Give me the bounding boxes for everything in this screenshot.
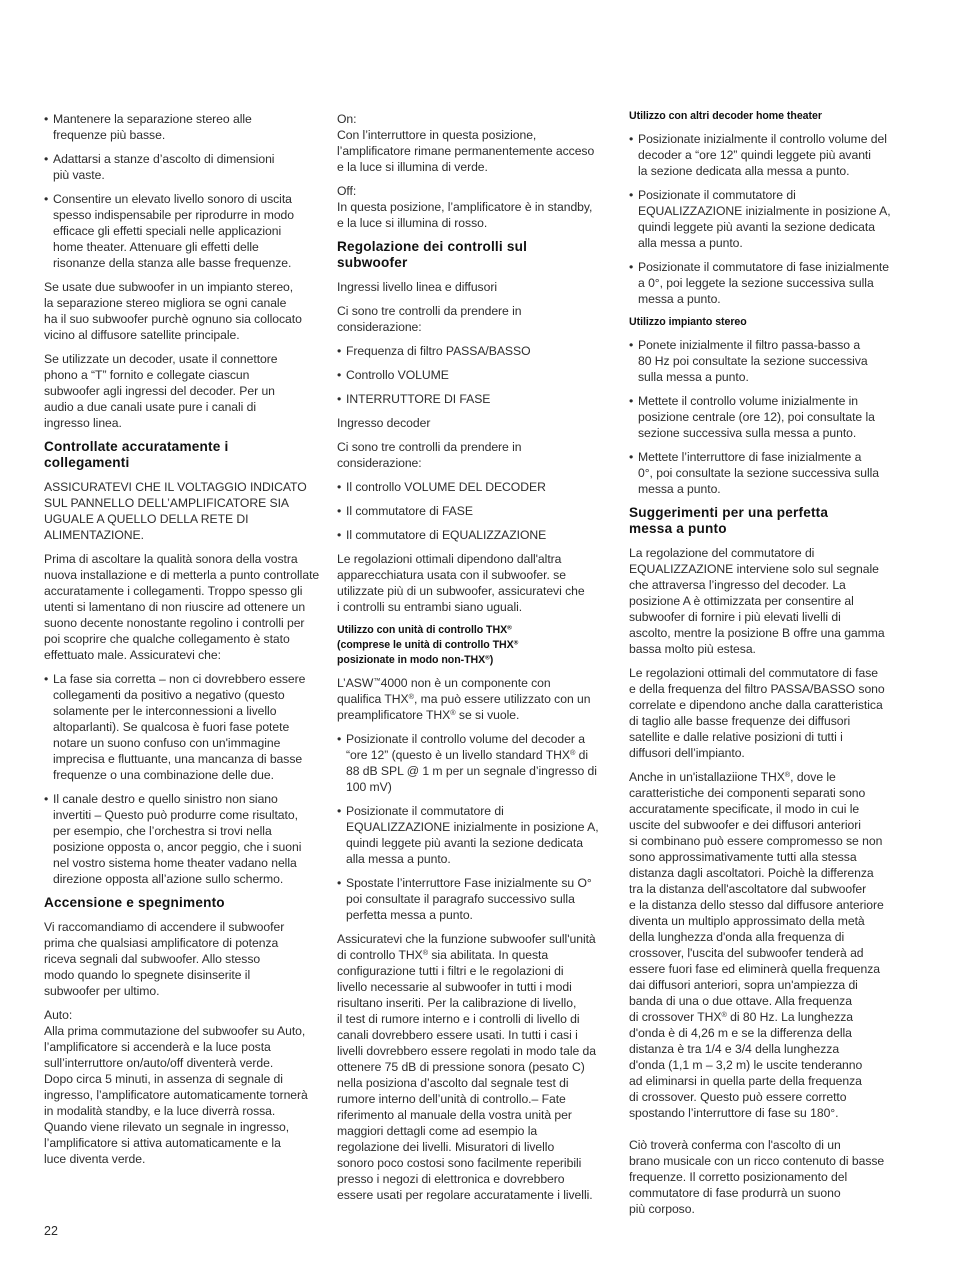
paragraph bbox=[44, 279, 326, 343]
text-line: UGUALE A QUELLO DELLA RETE DI bbox=[44, 512, 249, 526]
bullet-list bbox=[337, 731, 618, 923]
paragraph bbox=[629, 665, 914, 761]
section-heading bbox=[629, 505, 914, 537]
text-line: crossover, l'uscita del subwoofer tenderà ad bbox=[629, 946, 864, 960]
text-line: vicino al diffusore satellite principale. bbox=[44, 328, 240, 342]
paragraph bbox=[337, 439, 618, 471]
text-line: spostando l’interruttore di fase su 180°. bbox=[629, 1106, 839, 1120]
text-line: • Consentire un elevato livello sonoro di uscita bbox=[53, 192, 292, 206]
paragraph bbox=[337, 279, 618, 295]
text-line: poi consultate il paragrafo successivo sulla bbox=[346, 892, 575, 906]
paragraph bbox=[44, 551, 326, 663]
text-line: 100 mV) bbox=[346, 780, 392, 794]
bullet-item bbox=[629, 337, 914, 385]
text-line: Se usate due subwoofer in un impianto stereo, bbox=[44, 280, 294, 294]
text-line: Utilizzo impianto stereo bbox=[629, 316, 747, 328]
text-line: modo quando lo spegnete disinserite il bbox=[44, 968, 251, 982]
text-line: • Posizionate il controllo volume del decoder a bbox=[346, 732, 585, 746]
text-line: alla messa a punto. bbox=[346, 852, 451, 866]
text-line: messa a punto. bbox=[638, 292, 721, 306]
text-line: home theater. Attenuare gli effetti delle bbox=[53, 240, 259, 254]
bullet-item bbox=[629, 131, 914, 179]
paragraph bbox=[337, 111, 618, 175]
text-line: Regolazione dei controlli sul bbox=[337, 239, 528, 254]
paragraph bbox=[44, 919, 326, 999]
text-line: Vi raccomandiamo di accendere il subwoofer bbox=[44, 920, 285, 934]
text-line: dai diffusori anteriori, sopra un'ampiezza di bbox=[629, 978, 858, 992]
paragraph bbox=[337, 183, 618, 231]
text-line: utenti si lamentano di non riuscire ad ottenere un bbox=[44, 600, 306, 614]
bullet-item bbox=[44, 111, 326, 143]
text-line: imprecisa e fluttuante, una mancanza di basse bbox=[53, 752, 303, 766]
text-line: • INTERRUTTORE DI FASE bbox=[346, 392, 491, 406]
text-line: essere usati per regolare accuratamente i livelli. bbox=[337, 1188, 593, 1202]
paragraph bbox=[629, 769, 914, 1121]
text-line: l’amplificatore si attiva automaticamente e la bbox=[44, 1136, 281, 1150]
text-line: La regolazione del commutatore di bbox=[629, 546, 815, 560]
text-line: frequenze più basse. bbox=[53, 128, 166, 142]
text-line: subwoofer bbox=[337, 255, 408, 270]
bullet-item bbox=[337, 479, 618, 495]
text-line: frequenze o una combinazione delle due. bbox=[53, 768, 274, 782]
text-line: subwoofer di fornire i più elevati livelli di bbox=[629, 610, 841, 624]
bullet-item bbox=[44, 791, 326, 887]
text-line: ALIMENTAZIONE. bbox=[44, 528, 144, 542]
text-line: i controlli su entrambi siano uguali. bbox=[337, 600, 523, 614]
text-line: della lunghezza d'onda alla frequenza di bbox=[629, 930, 845, 944]
text-line: più vaste. bbox=[53, 168, 105, 182]
text-line: ascolto, mentre la posizione B offre una gamma bbox=[629, 626, 885, 640]
text-line: EQUALIZZAZIONE interviene solo sul segnale bbox=[629, 562, 879, 576]
paragraph bbox=[44, 1007, 326, 1167]
text-line: maggiori dettagli come ad esempio la bbox=[337, 1124, 538, 1138]
text-line: • Frequenza di filtro PASSA/BASSO bbox=[346, 344, 531, 358]
bullet-item bbox=[629, 259, 914, 307]
text-line: Accensione e spegnimento bbox=[44, 895, 225, 910]
text-line: diventa un multiplo approssimato della metà bbox=[629, 914, 865, 928]
text-line: • Mettete l’interruttore di fase inizialmente a bbox=[638, 450, 862, 464]
text-line: l’amplificatore rimane permanentemente acceso bbox=[337, 144, 595, 158]
text-line: uscite del subwoofer e dei diffusori anteriori bbox=[629, 818, 861, 832]
text-line: Ingresso decoder bbox=[337, 416, 431, 430]
bullet-item bbox=[337, 367, 618, 383]
text-line: caratteristiche dei componenti separati sono bbox=[629, 786, 866, 800]
bullet-item bbox=[629, 393, 914, 441]
text-line: preamplificatore THX® se si vuole. bbox=[337, 707, 520, 722]
text-line: utilizzate più di un subwoofer, assicuratevi che bbox=[337, 584, 585, 598]
text-line: distanza dagli ascoltatori. Poichè la differenza bbox=[629, 866, 874, 880]
paragraph bbox=[337, 415, 618, 431]
bullet-list bbox=[337, 479, 618, 543]
text-line: • Ponete inizialmente il filtro passa-basso a bbox=[638, 338, 861, 352]
text-line: Le regolazioni ottimali dipendono dall'altra bbox=[337, 552, 562, 566]
text-line: livello necessarie al subwoofer in tutti i modi bbox=[337, 980, 572, 994]
text-line: Off: bbox=[337, 184, 357, 198]
text-line: ha il suo subwoofer purchè ognuno sia collocato bbox=[44, 312, 302, 326]
paragraph bbox=[629, 1137, 914, 1217]
bullet-item bbox=[337, 391, 618, 407]
text-line: d'onda è di 4,26 m e se la differenza della bbox=[629, 1026, 852, 1040]
subsection-heading bbox=[629, 315, 914, 330]
text-line: ad eliminarsi in quella parte della frequenza bbox=[629, 1074, 862, 1088]
text-line: Ciò troverà conferma con l'ascolto di un bbox=[629, 1138, 841, 1152]
bullet-item bbox=[629, 449, 914, 497]
text-line: Ci sono tre controlli da prendere in bbox=[337, 440, 522, 454]
text-line: Controllate accuratamente i bbox=[44, 439, 229, 454]
bullet-item bbox=[337, 503, 618, 519]
text-line: 80 Hz poi consultate la sezione successiva bbox=[638, 354, 868, 368]
text-line: qualifica THX®, ma può essere utilizzato con un bbox=[337, 691, 591, 706]
text-line: poi scoprire che qualche collegamento è stato bbox=[44, 632, 290, 646]
bullet-item bbox=[44, 151, 326, 183]
text-line: riferimento al manuale della vostra unità per bbox=[337, 1108, 572, 1122]
text-line: Prima di ascoltare la qualità sonora della vostra bbox=[44, 552, 298, 566]
text-line: essere fuori fase ed eliminerà quella frequenza bbox=[629, 962, 881, 976]
text-line: Con l’interruttore in questa posizione, bbox=[337, 128, 537, 142]
text-line: frequenze. Il corretto posizionamento del bbox=[629, 1170, 848, 1184]
text-line: considerazione: bbox=[337, 456, 422, 470]
text-line: perfetta messa a punto. bbox=[346, 908, 473, 922]
text-line: che attraversa l’ingresso del decoder. La bbox=[629, 578, 846, 592]
bullet-list bbox=[337, 343, 618, 407]
paragraph bbox=[629, 545, 914, 657]
text-line: di crossover. Questo può essere corretto bbox=[629, 1090, 847, 1104]
text-line: l’amplificatore si accenderà e la luce posta bbox=[44, 1040, 271, 1054]
text-line: • Posizionate il commutatore di bbox=[638, 188, 796, 202]
section-heading bbox=[44, 895, 326, 911]
text-line: • Il commutatore di FASE bbox=[346, 504, 473, 518]
text-line: phono a “T” fornito e collegate ciascun bbox=[44, 368, 250, 382]
text-line: • Posizionate il commutatore di fase inizialmente bbox=[638, 260, 889, 274]
text-line: posizionate in modo non-THX®) bbox=[337, 654, 494, 666]
text-line: collegamenti bbox=[44, 455, 130, 470]
text-line: e la luce si illumina di verde. bbox=[337, 160, 488, 174]
text-line: distanza è tra 1/4 e 3/4 della lunghezza bbox=[629, 1042, 840, 1056]
text-line: messa a punto bbox=[629, 521, 727, 536]
text-line: Ingressi livello linea e diffusori bbox=[337, 280, 497, 294]
text-line: audio a due canali usate pure i canali di bbox=[44, 400, 257, 414]
text-line: (comprese le unità di controllo THX® bbox=[337, 639, 519, 651]
bullet-item bbox=[337, 803, 618, 867]
section-heading bbox=[44, 439, 326, 471]
bullet-item bbox=[44, 671, 326, 783]
text-line: collegamenti da positivo a negativo (questo bbox=[53, 688, 285, 702]
bullet-item bbox=[337, 343, 618, 359]
text-line: diffusori dell’impianto. bbox=[629, 746, 745, 760]
text-line: più corposo. bbox=[629, 1202, 695, 1216]
text-line: e la luce si illumina di rosso. bbox=[337, 216, 488, 230]
text-line: SUL PANNELLO DELL’AMPLIFICATORE SIA bbox=[44, 496, 290, 510]
bullet-list bbox=[44, 111, 326, 271]
text-line: la separazione stereo migliora se ogni canale bbox=[44, 296, 287, 310]
text-line: Le regolazioni ottimali del commutatore di fase bbox=[629, 666, 878, 680]
text-line: ingresso, l’amplificatore automaticamente tornerà bbox=[44, 1088, 308, 1102]
text-line: solamente per le interconnessioni a livello bbox=[53, 704, 277, 718]
text-line: di controllo THX® sia abilitata. In questa bbox=[337, 947, 549, 962]
paragraph bbox=[44, 351, 326, 431]
text-line: prima che qualsiasi amplificatore di potenza bbox=[44, 936, 279, 950]
subsection-heading bbox=[337, 623, 618, 668]
text-line: d'onda (1,1 m – 3,2 m) le uscite tenderanno bbox=[629, 1058, 863, 1072]
text-line: “ore 12” (questo è un livello standard THX® di bbox=[346, 747, 589, 762]
text-line: accuratamente specificate, il modo in cui le bbox=[629, 802, 860, 816]
text-line: • Mantenere la separazione stereo alle bbox=[53, 112, 252, 126]
text-line: suono decente nonostante regolino i controlli per bbox=[44, 616, 305, 630]
text-line: Utilizzo con unità di controllo THX® bbox=[337, 624, 512, 636]
text-line: apparecchiatura usata con il subwoofer. se bbox=[337, 568, 566, 582]
bullet-list bbox=[629, 337, 914, 497]
text-line: invertiti – Questo può produrre come risultato, bbox=[53, 808, 298, 822]
text-line: • Il controllo VOLUME DEL DECODER bbox=[346, 480, 546, 494]
text-line: di taglio alle basse frequenze dei diffusori bbox=[629, 714, 851, 728]
paragraph bbox=[337, 303, 618, 335]
text-line: nel vostro sistema home theater vadano nella bbox=[53, 856, 297, 870]
text-line: • Spostate l’interruttore Fase inizialmente su O° bbox=[346, 876, 592, 890]
text-line: • Adattarsi a stanze d’ascolto di dimensioni bbox=[53, 152, 275, 166]
text-line: sono approssimativamente tutti alla stessa bbox=[629, 850, 857, 864]
text-line: decoder a “ore 12” quindi leggete più avanti bbox=[638, 148, 871, 162]
paragraph bbox=[337, 675, 618, 723]
text-line: configurazione tutti i filtri e le regolazioni di bbox=[337, 964, 564, 978]
paragraph bbox=[44, 479, 326, 543]
text-line: e la distanza dello stesso dal diffusore anteriore bbox=[629, 898, 884, 912]
text-line: ottenere 75 dB di pressione sonora (pesato C) bbox=[337, 1060, 585, 1074]
text-line: notare un suono confuso con un'immagine bbox=[53, 736, 281, 750]
text-line: L’ASW™4000 non è un componente con bbox=[337, 675, 551, 690]
text-line: posizione centrale (ore 12), poi consultate la bbox=[638, 410, 875, 424]
text-line: • Controllo VOLUME bbox=[346, 368, 449, 382]
paragraph bbox=[337, 551, 618, 615]
text-line: il test di rumore interno e i controlli di livello di bbox=[337, 1012, 580, 1026]
text-line: correlate e dipendono anche dalla caratteristica bbox=[629, 698, 883, 712]
text-line: e della frequenza del filtro PASSA/BASSO sono bbox=[629, 682, 885, 696]
text-column-left bbox=[44, 111, 326, 1175]
text-line: riceva segnali dal subwoofer. Allo stesso bbox=[44, 952, 261, 966]
section-heading bbox=[337, 239, 618, 271]
text-line: nuova installazione e di metterla a punto controllate bbox=[44, 568, 320, 582]
text-line: rumore interno dell’unità di controllo.– Fate bbox=[337, 1092, 566, 1106]
subsection-heading bbox=[629, 109, 914, 124]
bullet-item bbox=[629, 187, 914, 251]
text-line: in modalità standby, e la luce diverrà rossa. bbox=[44, 1104, 276, 1118]
text-line: messa a punto. bbox=[638, 482, 721, 496]
text-line: • La fase sia corretta – non ci dovrebbero essere bbox=[53, 672, 306, 686]
text-line: canali dovrebbero essere usati. In tutti i casi i bbox=[337, 1028, 578, 1042]
text-line: sull’interruttore on/auto/off diventerà verde. bbox=[44, 1056, 274, 1070]
text-line: si combinano può essere compromesso se non bbox=[629, 834, 883, 848]
page-number: 22 bbox=[44, 1224, 58, 1238]
text-line: • Il commutatore di EQUALIZZAZIONE bbox=[346, 528, 547, 542]
text-line: posizione opposta o, ancor peggio, che i suoni bbox=[53, 840, 302, 854]
text-line: nella posiziona d’ascolto dal segnale test di bbox=[337, 1076, 569, 1090]
spacer bbox=[629, 1121, 914, 1137]
text-line: • Il canale destro e quello sinistro non siano bbox=[53, 792, 278, 806]
text-line: • Posizionate il commutatore di bbox=[346, 804, 504, 818]
text-line: risonanze della stanza alle basse frequenze. bbox=[53, 256, 292, 270]
text-line: presso i negozi di elettronica e dovrebbero bbox=[337, 1172, 565, 1186]
text-line: direzione opposta all’azione sullo schermo. bbox=[53, 872, 284, 886]
paragraph bbox=[337, 931, 618, 1203]
text-line: Assicuratevi che la funzione subwoofer sull'unità bbox=[337, 932, 596, 946]
text-column-middle bbox=[337, 111, 618, 1211]
text-line: posizione A è ottimizzata per consentire al bbox=[629, 594, 854, 608]
text-line: la sezione dedicata alla messa a punto. bbox=[638, 164, 850, 178]
text-line: brano musicale con un ricco contenuto di basse bbox=[629, 1154, 885, 1168]
text-line: considerazione: bbox=[337, 320, 422, 334]
text-line: quindi leggete più avanti la sezione dedicata bbox=[638, 220, 875, 234]
text-line: regolazione dei livelli. Misuratori di livello bbox=[337, 1140, 555, 1154]
text-line: In questa posizione, l’amplificatore è in standby, bbox=[337, 200, 593, 214]
text-line: luce diventa verde. bbox=[44, 1152, 146, 1166]
text-line: sezione successiva sulla messa a punto. bbox=[638, 426, 857, 440]
text-line: satellite e dalle relative posizioni di tutti i bbox=[629, 730, 843, 744]
text-column-right bbox=[629, 109, 914, 1225]
text-line: bassa molto più estesa. bbox=[629, 642, 756, 656]
bullet-item bbox=[337, 731, 618, 795]
text-line: Suggerimenti per una perfetta bbox=[629, 505, 829, 520]
text-line: efficace gli effetti speciali nelle applicazioni bbox=[53, 224, 282, 238]
text-line: 88 dB SPL @ 1 m per un segnale d’ingresso di bbox=[346, 764, 597, 778]
text-line: EQUALIZZAZIONE inizialmente in posizione A, bbox=[638, 204, 891, 218]
text-line: Se utilizzate un decoder, usate il connettore bbox=[44, 352, 278, 366]
text-line: EQUALIZZAZIONE inizialmente in posizione A, bbox=[346, 820, 599, 834]
text-line: alla messa a punto. bbox=[638, 236, 743, 250]
bullet-item bbox=[337, 527, 618, 543]
text-line: sulla messa a punto. bbox=[638, 370, 749, 384]
text-line: On: bbox=[337, 112, 357, 126]
text-line: Ci sono tre controlli da prendere in bbox=[337, 304, 522, 318]
text-line: • Posizionate inizialmente il controllo volume del bbox=[638, 132, 887, 146]
text-line: 0°, poi consultate la sezione successiva sulla bbox=[638, 466, 880, 480]
text-line: Quando viene rilevato un segnale in ingresso, bbox=[44, 1120, 290, 1134]
text-line: subwoofer agli ingressi del decoder. Per un bbox=[44, 384, 275, 398]
text-line: Dopo circa 5 minuti, in assenza di segnale di bbox=[44, 1072, 283, 1086]
text-line: banda di una o due ottave. Alla frequenza bbox=[629, 994, 852, 1008]
bullet-item bbox=[337, 875, 618, 923]
text-line: risultano inseriti. Per la calibrazione di livello, bbox=[337, 996, 577, 1010]
text-line: effettuato male. Assicuratevi che: bbox=[44, 648, 221, 662]
text-line: sonoro poco costosi sono facilmente reperibili bbox=[337, 1156, 582, 1170]
text-line: di crossover THX® di 80 Hz. La lunghezza bbox=[629, 1009, 854, 1024]
bullet-list bbox=[629, 131, 914, 307]
text-line: Alla prima commutazione del subwoofer su Auto, bbox=[44, 1024, 306, 1038]
text-line: commutatore di fase produrrà un suono bbox=[629, 1186, 841, 1200]
bullet-list bbox=[44, 671, 326, 887]
text-line: livelli dovrebbero essere regolati in modo tale da bbox=[337, 1044, 597, 1058]
text-line: ingresso linea. bbox=[44, 416, 122, 430]
text-line: a 0°, poi leggete la sezione successiva sulla bbox=[638, 276, 874, 290]
text-line: spesso indispensabile per riprodurre in modo bbox=[53, 208, 295, 222]
text-line: accuratamente i collegamenti. Troppo spesso gli bbox=[44, 584, 303, 598]
text-line: Auto: bbox=[44, 1008, 73, 1022]
text-line: Anche in un'istallaziione THX®, dove le bbox=[629, 769, 836, 784]
text-line: ASSICURATEVI CHE IL VOLTAGGIO INDICATO bbox=[44, 480, 307, 494]
bullet-item bbox=[44, 191, 326, 271]
text-line: quindi leggete più avanti la sezione dedicata bbox=[346, 836, 583, 850]
text-line: • Mettete il controllo volume inizialmente in bbox=[638, 394, 859, 408]
text-line: tra la distanza dell'ascoltatore dal subwoofer bbox=[629, 882, 867, 896]
text-line: Utilizzo con altri decoder home theater bbox=[629, 110, 822, 122]
text-line: per esempio, che l’orchestra si trovi nella bbox=[53, 824, 272, 838]
text-line: subwoofer per ultimo. bbox=[44, 984, 160, 998]
text-line: altoparlanti). Se qualcosa è fuori fase potete bbox=[53, 720, 290, 734]
